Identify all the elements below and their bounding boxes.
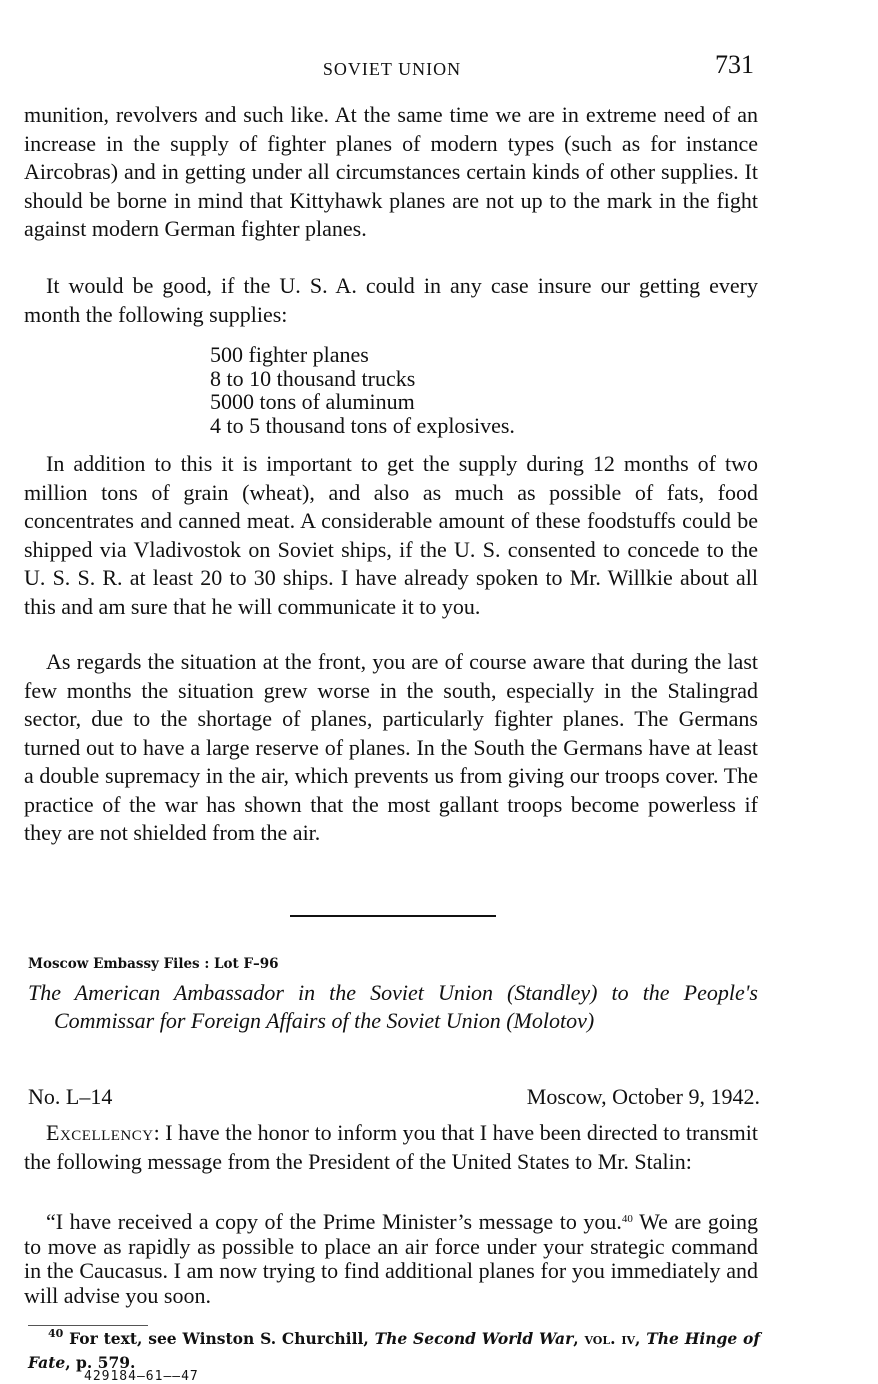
list-item: 500 fighter planes bbox=[210, 342, 369, 367]
page-header bbox=[24, 50, 760, 80]
footnote-marker: 40 bbox=[48, 1327, 64, 1340]
footnote-reference[interactable]: 40 bbox=[621, 1213, 633, 1225]
running-head: SOVIET UNION bbox=[322, 59, 462, 79]
print-code: 429184—61——47 bbox=[84, 1369, 199, 1384]
footnote-work-title: The Second World War bbox=[374, 1329, 574, 1348]
list-item: 5000 tons of aluminum bbox=[210, 389, 415, 414]
page-number: 731 bbox=[715, 50, 754, 79]
letter-intro-text: : I have the honor to inform you that I have been directed to transmit the following message from the President of the United States to Mr. Stalin: bbox=[24, 1120, 758, 1174]
footnote-rule bbox=[28, 1325, 148, 1326]
footnote-subtitle: The Hinge of Fate bbox=[28, 1329, 761, 1372]
president-message bbox=[24, 1210, 758, 1308]
paragraph-munitions: munition, revolvers and such like. At the same time we are in extreme need of an increase in the supply of fighter planes of modern types (such as for instance Aircobras) and in getting under all circumstances certain kinds of other supplies. It should be borne in mind that Kittyhawk planes are not up to the mark in the fight against modern German fighter planes. bbox=[24, 102, 758, 241]
supply-list bbox=[210, 343, 515, 437]
message-opening: “I have received a copy of the Prime Minister’s message to you. bbox=[46, 1209, 622, 1234]
document-page bbox=[24, 0, 761, 1384]
footnote-volume: , vol. iv, bbox=[573, 1329, 647, 1348]
list-item: 8 to 10 thousand trucks bbox=[210, 365, 416, 391]
salutation: Excellency bbox=[46, 1120, 154, 1145]
file-reference: Moscow Embassy Files : Lot F–96 bbox=[28, 956, 279, 972]
paragraph-grain-supply: In addition to this it is important to get the supply during 12 months of two million tons of grain (wheat), and also as much as possible of fats, food concentrates and canned meat. A considerable amount of these foodstuffs could be shipped via Vladivostok on Soviet ships, if the U. S. consented to concede to the U. S. S. R. at least 20 to 30 ships. I have already spoken to Mr. Willkie about all this and am sure that he will communicate it to you. bbox=[24, 451, 758, 619]
document-date: Moscow, October 9, 1942. bbox=[526, 1084, 760, 1109]
footnote-page: , p. 579. bbox=[65, 1353, 136, 1372]
list-item: 4 to 5 thousand tons of explosives. bbox=[210, 412, 515, 438]
message-body: We are going to move as rapidly as possible to place an air force under your strategic command in the Caucasus. I am now trying to find additional planes for you immediately and will advise you soon. bbox=[24, 1209, 758, 1308]
footnote-lead: For text, see Winston S. Churchill, bbox=[63, 1329, 375, 1348]
section-divider bbox=[290, 915, 496, 917]
letter-intro bbox=[24, 1119, 758, 1176]
paragraph-monthly-supplies: It would be good, if the U. S. A. could in any case insure our getting every month the following supplies: bbox=[24, 273, 758, 327]
document-title: The American Ambassador in the Soviet Union (Standley) to the People's Commissar for Foreign Affairs of the Soviet Union (Molotov) bbox=[28, 980, 758, 1033]
footnote bbox=[28, 1327, 760, 1375]
paragraph-front-situation: As regards the situation at the front, you are of course aware that during the last few months the situation grew worse in the south, especially in the Stalingrad sector, due to the shortage of planes, particularly fighter planes. The Germans turned out to have a large reserve of planes. In the South the Germans have at least a double supremacy in the air, which prevents us from giving our troops cover. The practice of the war has shown that the most gallant troops become powerless if they are not shielded from the air. bbox=[24, 649, 758, 845]
document-number: No. L–14 bbox=[28, 1084, 113, 1109]
